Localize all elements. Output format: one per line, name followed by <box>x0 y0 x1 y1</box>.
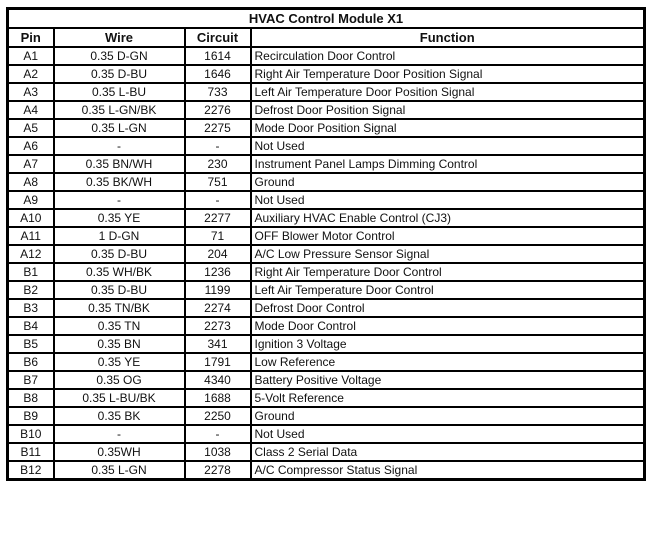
function-cell: Defrost Door Position Signal <box>251 101 645 119</box>
circuit-cell: 2277 <box>185 209 251 227</box>
wire-cell: 0.35 L-GN <box>54 119 185 137</box>
function-cell: Left Air Temperature Door Control <box>251 281 645 299</box>
pin-cell: B1 <box>8 263 54 281</box>
pin-cell: A9 <box>8 191 54 209</box>
function-cell: Left Air Temperature Door Position Signal <box>251 83 645 101</box>
wire-cell: 0.35 D-BU <box>54 245 185 263</box>
pin-cell: B6 <box>8 353 54 371</box>
circuit-cell: - <box>185 191 251 209</box>
column-header-circuit: Circuit <box>185 28 251 47</box>
hvac-pinout-table <box>6 7 646 481</box>
circuit-cell: - <box>185 425 251 443</box>
table-header-row <box>8 28 645 47</box>
table-row <box>8 281 645 299</box>
function-cell: Defrost Door Control <box>251 299 645 317</box>
circuit-cell: 1646 <box>185 65 251 83</box>
table-row <box>8 389 645 407</box>
wire-cell: 0.35 BK/WH <box>54 173 185 191</box>
function-cell: Low Reference <box>251 353 645 371</box>
table-row <box>8 137 645 155</box>
function-cell: Mode Door Position Signal <box>251 119 645 137</box>
wire-cell: 0.35 L-BU <box>54 83 185 101</box>
pin-cell: A5 <box>8 119 54 137</box>
circuit-cell: 1236 <box>185 263 251 281</box>
pin-cell: A4 <box>8 101 54 119</box>
table-row <box>8 101 645 119</box>
wire-cell: - <box>54 191 185 209</box>
circuit-cell: 751 <box>185 173 251 191</box>
pin-cell: A12 <box>8 245 54 263</box>
wire-cell: 0.35 BN/WH <box>54 155 185 173</box>
function-cell: Instrument Panel Lamps Dimming Control <box>251 155 645 173</box>
function-cell: Not Used <box>251 425 645 443</box>
pin-cell: B10 <box>8 425 54 443</box>
page-title: HVAC Control Module X1 <box>8 9 645 29</box>
table-row <box>8 191 645 209</box>
table-row <box>8 353 645 371</box>
wire-cell: 1 D-GN <box>54 227 185 245</box>
function-cell: Ignition 3 Voltage <box>251 335 645 353</box>
circuit-cell: 1688 <box>185 389 251 407</box>
function-cell: A/C Low Pressure Sensor Signal <box>251 245 645 263</box>
circuit-cell: 2276 <box>185 101 251 119</box>
table-row <box>8 227 645 245</box>
pin-cell: B12 <box>8 461 54 480</box>
circuit-cell: 2250 <box>185 407 251 425</box>
table-row <box>8 65 645 83</box>
circuit-cell: 2278 <box>185 461 251 480</box>
pin-cell: A2 <box>8 65 54 83</box>
table-row <box>8 317 645 335</box>
function-cell: Battery Positive Voltage <box>251 371 645 389</box>
wire-cell: 0.35 D-GN <box>54 47 185 65</box>
table-row <box>8 209 645 227</box>
circuit-cell: 230 <box>185 155 251 173</box>
pin-cell: B5 <box>8 335 54 353</box>
circuit-cell: - <box>185 137 251 155</box>
pin-cell: B3 <box>8 299 54 317</box>
wire-cell: 0.35 BK <box>54 407 185 425</box>
function-cell: Right Air Temperature Door Control <box>251 263 645 281</box>
table-row <box>8 119 645 137</box>
function-cell: Not Used <box>251 191 645 209</box>
wire-cell: - <box>54 425 185 443</box>
pin-cell: B11 <box>8 443 54 461</box>
circuit-cell: 2274 <box>185 299 251 317</box>
table-row <box>8 371 645 389</box>
table-row <box>8 83 645 101</box>
wire-cell: - <box>54 137 185 155</box>
pin-cell: B7 <box>8 371 54 389</box>
wire-cell: 0.35 YE <box>54 353 185 371</box>
circuit-cell: 204 <box>185 245 251 263</box>
function-cell: A/C Compressor Status Signal <box>251 461 645 480</box>
circuit-cell: 1199 <box>185 281 251 299</box>
function-cell: Class 2 Serial Data <box>251 443 645 461</box>
wire-cell: 0.35 TN <box>54 317 185 335</box>
table-body <box>8 47 645 480</box>
wire-cell: 0.35 D-BU <box>54 281 185 299</box>
function-cell: Not Used <box>251 137 645 155</box>
circuit-cell: 341 <box>185 335 251 353</box>
table-row <box>8 443 645 461</box>
wire-cell: 0.35 YE <box>54 209 185 227</box>
function-cell: Mode Door Control <box>251 317 645 335</box>
function-cell: Right Air Temperature Door Position Signal <box>251 65 645 83</box>
wire-cell: 0.35 BN <box>54 335 185 353</box>
wire-cell: 0.35 TN/BK <box>54 299 185 317</box>
table-row <box>8 155 645 173</box>
table-row <box>8 263 645 281</box>
circuit-cell: 71 <box>185 227 251 245</box>
function-cell: 5-Volt Reference <box>251 389 645 407</box>
table-title-row <box>8 9 645 29</box>
pin-cell: A8 <box>8 173 54 191</box>
circuit-cell: 2273 <box>185 317 251 335</box>
pin-cell: A7 <box>8 155 54 173</box>
table-row <box>8 47 645 65</box>
pin-cell: A10 <box>8 209 54 227</box>
wire-cell: 0.35 L-GN/BK <box>54 101 185 119</box>
column-header-pin: Pin <box>8 28 54 47</box>
wire-cell: 0.35 WH/BK <box>54 263 185 281</box>
wire-cell: 0.35WH <box>54 443 185 461</box>
pin-cell: B9 <box>8 407 54 425</box>
wire-cell: 0.35 L-BU/BK <box>54 389 185 407</box>
table-row <box>8 407 645 425</box>
function-cell: OFF Blower Motor Control <box>251 227 645 245</box>
wire-cell: 0.35 L-GN <box>54 461 185 480</box>
table-row <box>8 173 645 191</box>
pin-cell: A6 <box>8 137 54 155</box>
pin-cell: B4 <box>8 317 54 335</box>
function-cell: Ground <box>251 173 645 191</box>
pin-cell: A3 <box>8 83 54 101</box>
circuit-cell: 733 <box>185 83 251 101</box>
table-row <box>8 245 645 263</box>
circuit-cell: 4340 <box>185 371 251 389</box>
column-header-wire: Wire <box>54 28 185 47</box>
pin-cell: B2 <box>8 281 54 299</box>
table-row <box>8 425 645 443</box>
pin-cell: B8 <box>8 389 54 407</box>
function-cell: Auxiliary HVAC Enable Control (CJ3) <box>251 209 645 227</box>
function-cell: Ground <box>251 407 645 425</box>
column-header-function: Function <box>251 28 645 47</box>
function-cell: Recirculation Door Control <box>251 47 645 65</box>
table-row <box>8 461 645 480</box>
table-row <box>8 299 645 317</box>
circuit-cell: 1038 <box>185 443 251 461</box>
circuit-cell: 1614 <box>185 47 251 65</box>
wire-cell: 0.35 OG <box>54 371 185 389</box>
pin-cell: A1 <box>8 47 54 65</box>
table-row <box>8 335 645 353</box>
circuit-cell: 1791 <box>185 353 251 371</box>
wire-cell: 0.35 D-BU <box>54 65 185 83</box>
circuit-cell: 2275 <box>185 119 251 137</box>
pin-cell: A11 <box>8 227 54 245</box>
